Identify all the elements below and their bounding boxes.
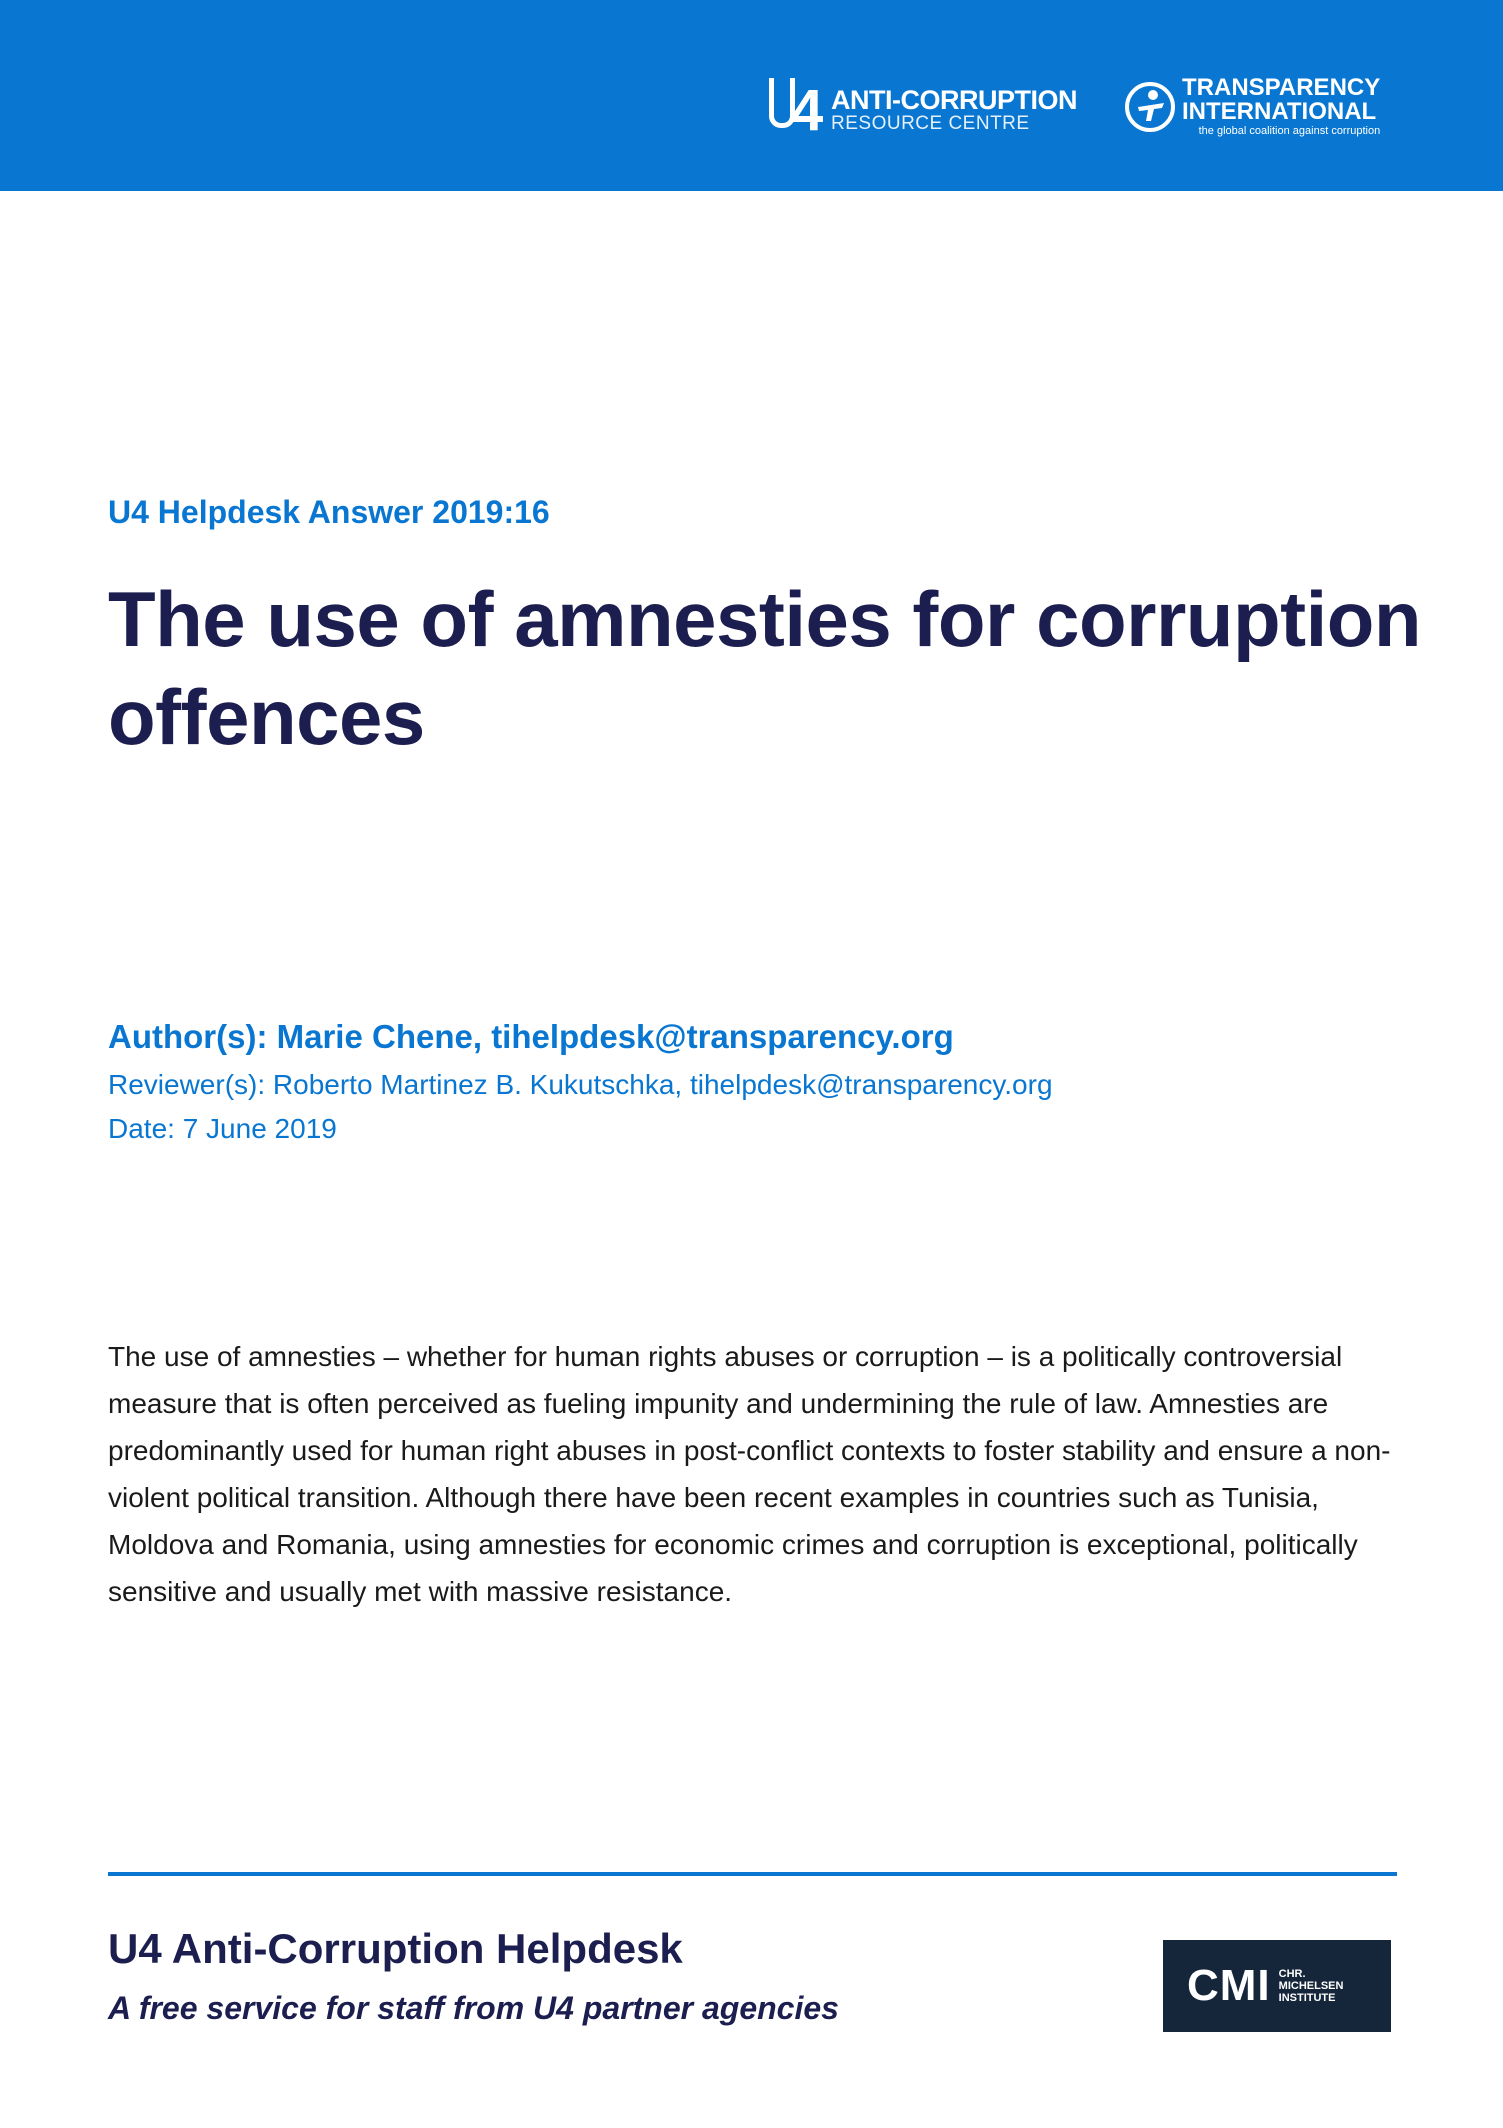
ti-logo-line1: TRANSPARENCY (1182, 74, 1381, 101)
cmi-logo-letters: CMI (1187, 1961, 1271, 2010)
cmi-logo-line2: MICHELSEN (1278, 1980, 1344, 1992)
u4-logo (765, 78, 1077, 142)
helpdesk-answer-number: U4 Helpdesk Answer 2019:16 (108, 494, 550, 530)
page-title: The use of amnesties for corruption offences (108, 575, 1422, 761)
u4-mark-icon (765, 78, 825, 142)
reviewer-line: Reviewer(s): Roberto Martinez B. Kukutschka, tihelpdesk@transparency.org (108, 1069, 1053, 1100)
footer-divider (108, 1872, 1397, 1876)
footer-subtitle: A free service for staff from U4 partner agencies (108, 1990, 839, 2026)
ti-logo-line2: INTERNATIONAL (1182, 98, 1377, 125)
u4-logo-line2: RESOURCE CENTRE (831, 113, 1030, 134)
u4-mark-four: 4 (791, 78, 824, 143)
transparency-international-logo (1124, 76, 1380, 138)
cmi-logo-line3: INSTITUTE (1278, 1992, 1336, 2004)
ti-emblem-icon (1124, 81, 1176, 133)
cmi-logo (1163, 1940, 1391, 2032)
cmi-logo-line1: CHR. (1278, 1968, 1306, 1980)
footer-title: U4 Anti-Corruption Helpdesk (108, 1925, 683, 1972)
author-line: Author(s): Marie Chene, tihelpdesk@transparency.org (108, 1018, 954, 1055)
u4-logo-line1: ANTI-CORRUPTION (831, 85, 1077, 115)
date-line: Date: 7 June 2019 (108, 1113, 337, 1144)
ti-logo-tagline: the global coalition against corruption (1198, 125, 1381, 137)
abstract-paragraph: The use of amnesties – whether for human rights abuses or corruption – is a politically controversial measure that is often perceived as fueling impunity and undermining the rule of law. Amnesties are predominantly used for human right abuses in post-conflict contexts to foster stability and ensure a non-violent political transition. Although there have been recent examples in countries such as Tunisia, Moldova and Romania, using amnesties for economic crimes and corruption is exceptional, politically sensitive and usually met with massive resistance. (108, 1341, 1391, 1607)
